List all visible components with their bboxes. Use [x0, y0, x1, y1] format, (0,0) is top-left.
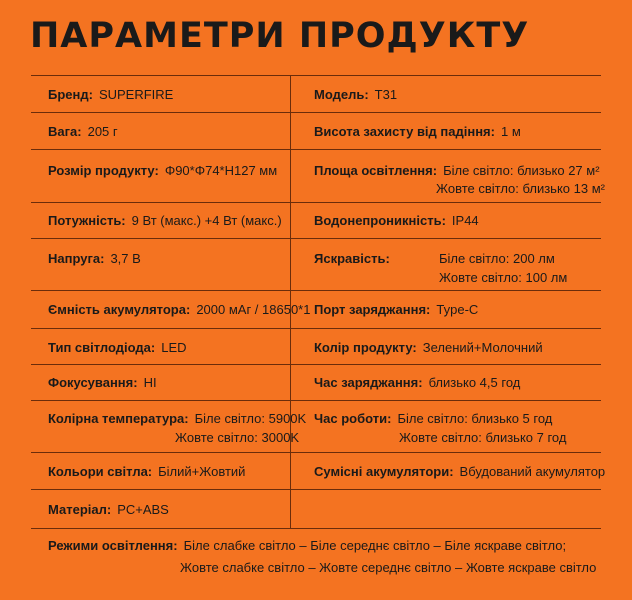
spec-model: [314, 84, 397, 106]
row-divider: [31, 328, 601, 329]
spec-label: Площа освітлення:: [314, 163, 438, 178]
spec-value: близько 4,5 год: [428, 375, 521, 390]
spec-value: 2000 мАг / 18650*1: [196, 302, 311, 317]
spec-table: [31, 75, 606, 529]
spec-label: Кольори світла:: [48, 464, 153, 479]
spec-value: PC+ABS: [117, 502, 169, 517]
modes-label: Режими освітлення:: [48, 538, 178, 553]
row-divider: [31, 290, 601, 291]
spec-value: 3,7 В: [110, 251, 141, 266]
spec-value-secondary: Жовте світло: 3000K: [175, 430, 300, 445]
spec-label: Матеріал:: [48, 502, 112, 517]
spec-label: Ємність акумулятора:: [48, 302, 191, 317]
row-divider: [31, 149, 601, 150]
spec-value: Біле світло: близько 5 год: [397, 411, 553, 426]
spec-value: Біле світло: 5900K: [194, 411, 307, 426]
spec-label: Колір продукту:: [314, 340, 417, 355]
page-title: ПАРАМЕТРИ ПРОДУКТУ: [30, 16, 530, 56]
row-divider: [31, 202, 601, 203]
spec-label: Час заряджання:: [314, 375, 423, 390]
spec-value: Біле світло: близько 27 м²: [443, 163, 600, 178]
spec-label: Сумісні акумулятори:: [314, 464, 454, 479]
spec-value: SUPERFIRE: [98, 87, 174, 102]
spec-value: Біле світло: 200 лм: [439, 251, 555, 266]
spec-label: Розмір продукту:: [48, 163, 159, 178]
row-divider: [31, 112, 601, 113]
spec-label: Яскравість:: [314, 251, 390, 266]
spec-brand: [48, 84, 173, 106]
row-divider: [31, 364, 601, 365]
spec-value: 9 Вт (макс.) +4 Вт (макс.): [131, 213, 282, 228]
modes-line-2: Жовте слабке світло – Жовте середнє світло – Жовте яскраве світло: [180, 560, 597, 575]
spec-material: [48, 499, 169, 521]
spec-voltage: [48, 248, 141, 270]
spec-value: 205 г: [87, 124, 118, 139]
spec-label: Водонепроникність:: [314, 213, 446, 228]
spec-label: Порт заряджання:: [314, 302, 431, 317]
spec-brightness: [314, 248, 390, 270]
spec-value: T31: [374, 87, 398, 102]
spec-label: Тип світлодіода:: [48, 340, 156, 355]
spec-value: LED: [161, 340, 187, 355]
spec-value: HI: [143, 375, 157, 390]
spec-value-secondary: Жовте світло: близько 13 м²: [436, 181, 605, 196]
spec-value: 1 м: [500, 124, 521, 139]
spec-label: Висота захисту від падіння:: [314, 124, 495, 139]
spec-value: Білий+Жовтий: [158, 464, 246, 479]
spec-drop-height: [314, 121, 521, 143]
spec-power: [48, 210, 282, 232]
spec-label: Модель:: [314, 87, 369, 102]
spec-battery-capacity: [48, 299, 310, 321]
spec-weight: [48, 121, 118, 143]
spec-product-color: [314, 337, 543, 359]
spec-charging-time: [314, 372, 520, 394]
lighting-modes: [48, 535, 596, 579]
row-divider: [31, 489, 601, 490]
spec-focus: [48, 372, 157, 394]
spec-label: Фокусування:: [48, 375, 138, 390]
row-divider: [31, 452, 601, 453]
spec-value: Вбудований акумулятор: [459, 464, 606, 479]
modes-line-1: Біле слабке світло – Біле середнє світло – Біле яскраве світло;: [183, 538, 567, 553]
spec-charging-port: [314, 299, 478, 321]
spec-size: [48, 160, 277, 182]
spec-waterproof: [314, 210, 479, 232]
spec-led-type: [48, 337, 187, 359]
spec-label: Вага:: [48, 124, 82, 139]
spec-label: Бренд:: [48, 87, 93, 102]
spec-value: IP44: [451, 213, 479, 228]
spec-compatible-batteries: [314, 461, 605, 483]
spec-value: Φ90*Φ74*H127 мм: [164, 163, 278, 178]
spec-value-secondary: Жовте світло: 100 лм: [439, 270, 568, 285]
row-divider: [31, 400, 601, 401]
spec-light-colors: [48, 461, 245, 483]
spec-value-secondary: Жовте світло: близько 7 год: [399, 430, 567, 445]
spec-label: Колірна температура:: [48, 411, 189, 426]
spec-value: Зелений+Молочний: [422, 340, 543, 355]
spec-label: Напруга:: [48, 251, 105, 266]
spec-value: Type-C: [436, 302, 479, 317]
spec-label: Потужність:: [48, 213, 126, 228]
spec-label: Час роботи:: [314, 411, 392, 426]
row-divider: [31, 238, 601, 239]
